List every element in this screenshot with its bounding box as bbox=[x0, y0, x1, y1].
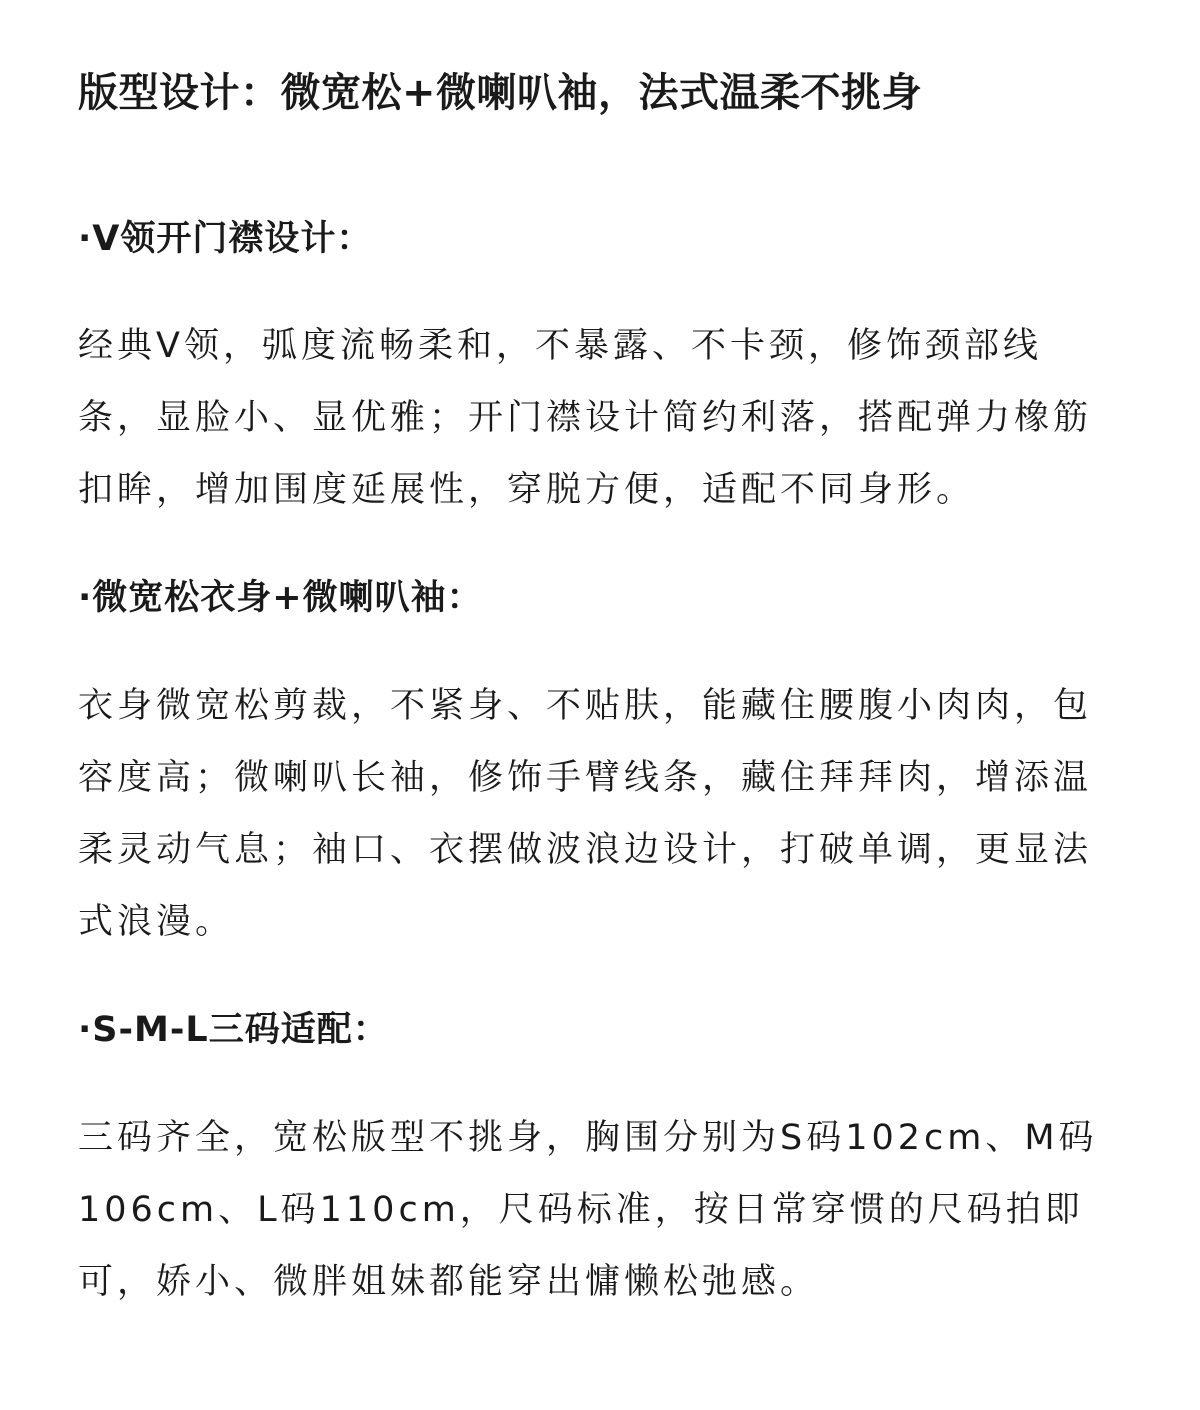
body-line: 可，娇小、微胖姐妹都能穿出慵懒松弛感。 bbox=[78, 1262, 820, 1302]
body-line: 三码齐全，宽松版型不挑身，胸围分别为S码102cm、M码 bbox=[78, 1118, 1098, 1158]
body-line: 106cm、L码110cm，尺码标准，按日常穿惯的尺码拍即 bbox=[78, 1190, 1084, 1230]
body-line: 式浪漫。 bbox=[78, 902, 235, 942]
body-line: 扣眸，增加围度延展性，穿脱方便，适配不同身形。 bbox=[78, 470, 976, 510]
body-line: 柔灵动气息；袖口、衣摆做波浪边设计，打破单调，更显法 bbox=[78, 830, 1093, 870]
section-body-fit-sleeve bbox=[78, 670, 1118, 958]
section-heading-v-neck: ·V领开门襟设计： bbox=[78, 219, 373, 259]
section-heading-sizes: ·S-M-L三码适配： bbox=[78, 1010, 389, 1050]
page-title: 版型设计：微宽松+微喇叭袖，法式温柔不挑身 bbox=[78, 70, 923, 116]
body-line: 经典V领，弧度流畅柔和，不暴露、不卡颈，修饰颈部线 bbox=[78, 326, 1042, 366]
body-line: 衣身微宽松剪裁，不紧身、不贴肤，能藏住腰腹小肉肉，包 bbox=[78, 686, 1093, 726]
section-heading-fit-sleeve: ·微宽松衣身+微喇叭袖： bbox=[78, 578, 483, 618]
body-line: 容度高；微喇叭长袖，修饰手臂线条，藏住拜拜肉，增添温 bbox=[78, 758, 1093, 798]
section-body-sizes bbox=[78, 1102, 1118, 1318]
section-body-v-neck bbox=[78, 310, 1118, 526]
body-line: 条，显脸小、显优雅；开门襟设计简约利落，搭配弹力橡筋 bbox=[78, 398, 1093, 438]
